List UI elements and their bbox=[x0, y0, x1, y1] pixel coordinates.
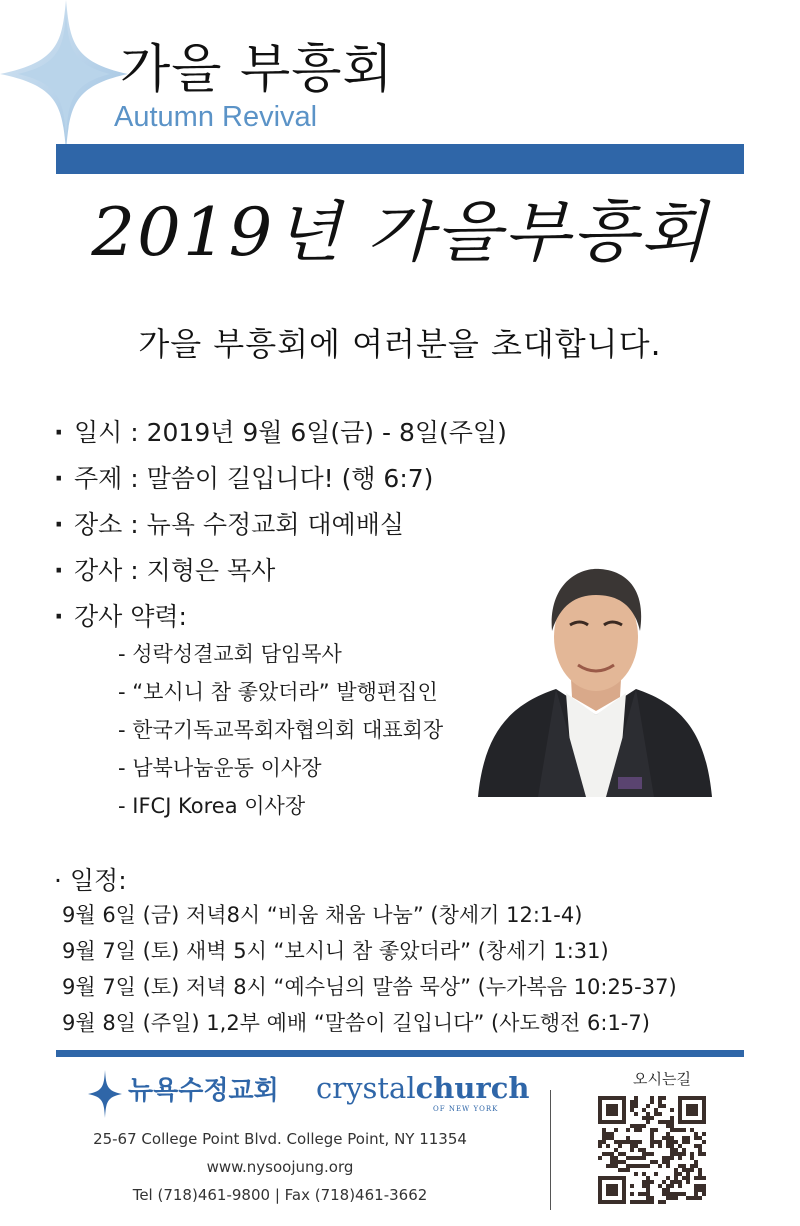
footer-divider-bar bbox=[56, 1050, 744, 1057]
schedule-heading: · 일정: bbox=[54, 866, 127, 895]
church-name-english: crystalchurch bbox=[316, 1071, 530, 1105]
career-item: - “보시니 참 좋았더라” 발행편집인 bbox=[118, 680, 438, 704]
speaker-photo bbox=[478, 565, 712, 797]
footer-vertical-divider bbox=[550, 1090, 551, 1210]
church-cross-logo-icon bbox=[88, 1070, 122, 1118]
career-item: - 성락성결교회 담임목사 bbox=[118, 642, 342, 666]
qr-caption: 오시는길 bbox=[633, 1070, 691, 1088]
schedule-item: 9월 7일 (토) 새벽 5시 “보시니 참 좋았더라” (창세기 1:31) bbox=[62, 939, 609, 963]
church-address: 25-67 College Point Blvd. College Point, NY 11354 bbox=[93, 1130, 467, 1148]
career-item: - 한국기독교목회자협의회 대표회장 bbox=[118, 718, 444, 742]
main-title: 2019년 가을부흥회 bbox=[91, 194, 709, 271]
qr-code-icon[interactable] bbox=[598, 1096, 706, 1204]
invitation-text: 가을 부흥회에 여러분을 초대합니다. bbox=[138, 325, 662, 363]
schedule-item: 9월 8일 (주일) 1,2부 예배 “말씀이 길입니다” (사도행전 6:1-7) bbox=[62, 1011, 650, 1035]
detail-speaker: · 강사 : 지형은 목사 bbox=[54, 556, 276, 585]
church-name-korean: 뉴욕수정교회 bbox=[128, 1076, 279, 1106]
church-name-english-sub: OF NEW YORK bbox=[433, 1105, 499, 1113]
detail-venue: · 장소 : 뉴욕 수정교회 대예배실 bbox=[54, 510, 405, 539]
cross-star-logo-icon bbox=[0, 0, 130, 150]
career-item: - IFCJ Korea 이사장 bbox=[118, 794, 306, 818]
detail-theme: · 주제 : 말씀이 길입니다! (행 6:7) bbox=[54, 464, 434, 493]
detail-date: · 일시 : 2019년 9월 6일(금) - 8일(주일) bbox=[54, 418, 507, 447]
header-divider-bar bbox=[56, 144, 744, 174]
career-item: - 남북나눔운동 이사장 bbox=[118, 756, 322, 780]
detail-speaker-career-heading: · 강사 약력: bbox=[54, 602, 187, 631]
header-subtitle: Autumn Revival bbox=[114, 101, 318, 133]
church-website[interactable]: www.nysoojung.org bbox=[206, 1158, 354, 1176]
church-contact: Tel (718)461-9800 | Fax (718)461-3662 bbox=[132, 1186, 428, 1204]
schedule-item: 9월 7일 (토) 저녁 8시 “예수님의 말씀 묵상” (누가복음 10:25-37) bbox=[62, 975, 677, 999]
header-title: 가을 부흥회 bbox=[120, 40, 394, 100]
schedule-item: 9월 6일 (금) 저녁8시 “비움 채움 나눔” (창세기 12:1-4) bbox=[62, 903, 583, 927]
